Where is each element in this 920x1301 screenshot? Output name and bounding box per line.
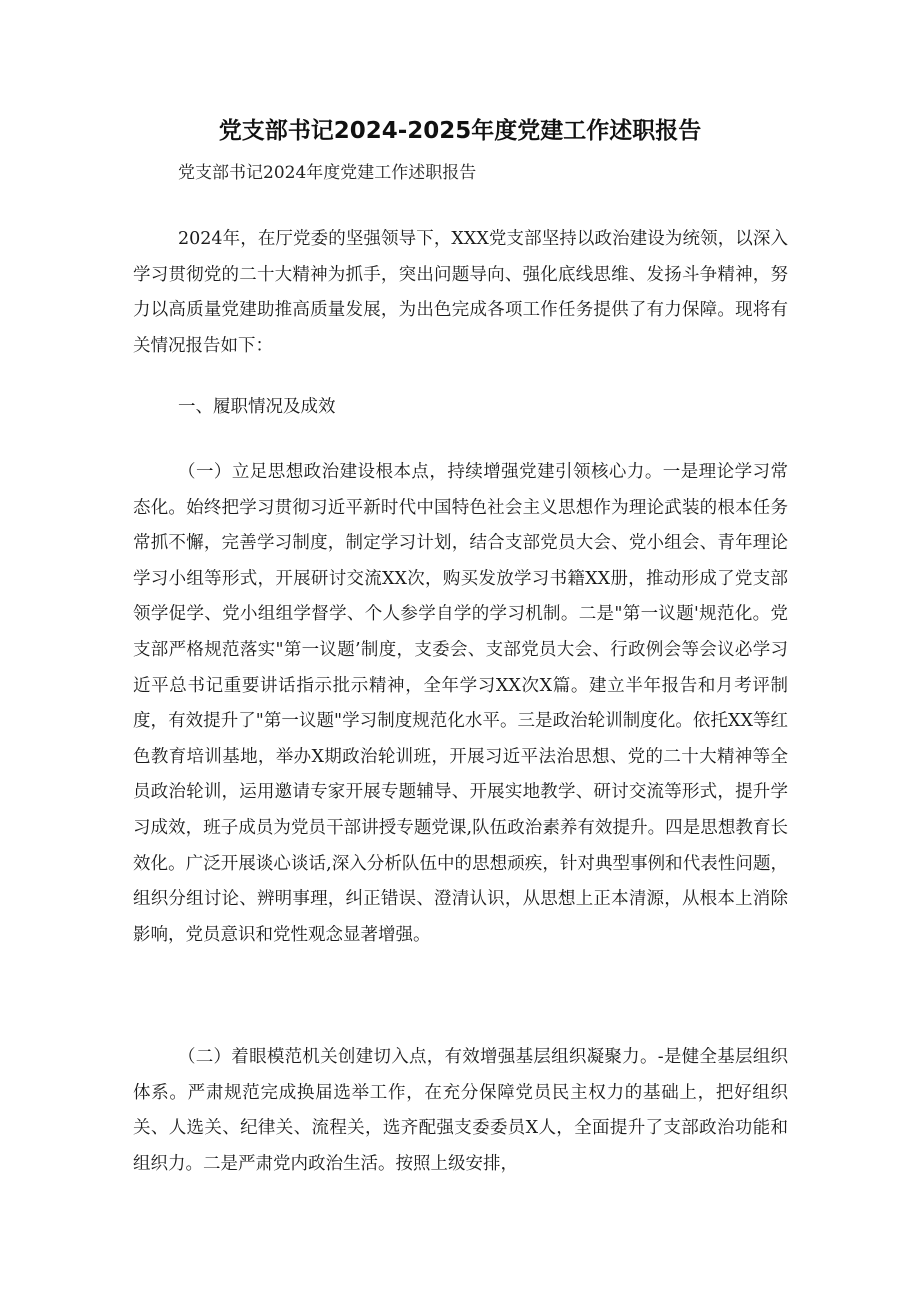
section-2-paragraph: （二）着眼模范机关创建切入点，有效增强基层组织凝聚力。-是健全基层组织体系。严肃规范完成换届选举工作，在充分保障党员民主权力的基础上，把好组织关、人选关、纪律关、流程关，选齐配强支委委员X人，全面提升了支部政治功能和组织力。二是严肃党内政治生活。按照上级安排， [133, 1047, 788, 1174]
document-subtitle: 党支部书记2024年度党建工作述职报告 [178, 163, 477, 183]
section-heading: 一、履职情况及成效 [178, 397, 336, 417]
section-1-paragraph: （一）立足思想政治建设根本点，持续增强党建引领核心力。一是理论学习常态化。始终把学习贯彻习近平新时代中国特色社会主义思想作为理论武装的根本任务常抓不懈，完善学习制度，制定学习计划，结合支部党员大会、党小组会、青年理论学习小组等形式，开展研讨交流XX次，购买发放学习书籍XX册，推动形成了党支部领学促学、党小组组学督学、个人参学自学的学习机制。二是"第一议题'规范化。党支部严格规范落实"第一议题’制度，支委会、支部党员大会、行政例会等会议必学习近平总书记重要讲话指示批示精神，全年学习XX次X篇。建立半年报告和月考评制度，有效提升了"第一议题"学习制度规范化水平。三是政治轮训制度化。依托XX等红色教育培训基地，举办X期政治轮训班，开展习近平法治思想、党的二十大精神等全员政治轮训，运用邀请专家开展专题辅导、开展实地教学、研讨交流等形式，提升学习成效，班子成员为党员干部讲授专题党课,队伍政治素养有效提升。四是思想教育长效化。广泛开展谈心谈话,深入分析队伍中的思想顽疾，针对典型事例和代表性问题，组织分组讨论、辨明事理，纠正错误、澄清认识，从思想上正本清源，从根本上消除影响，党员意识和党性观念显著增强。 [133, 462, 788, 945]
document-title: 党支部书记2024-2025年度党建工作述职报告 [218, 118, 702, 144]
intro-paragraph: 2024年，在厅党委的坚强领导下，XXX党支部坚持以政治建设为统领，以深入学习贯彻党的二十大精神为抓手，突出问题导向、强化底线思维、发扬斗争精神，努力以高质量党建助推高质量发展，为出色完成各项工作任务提供了有力保障。现将有关情况报告如下： [133, 229, 788, 356]
